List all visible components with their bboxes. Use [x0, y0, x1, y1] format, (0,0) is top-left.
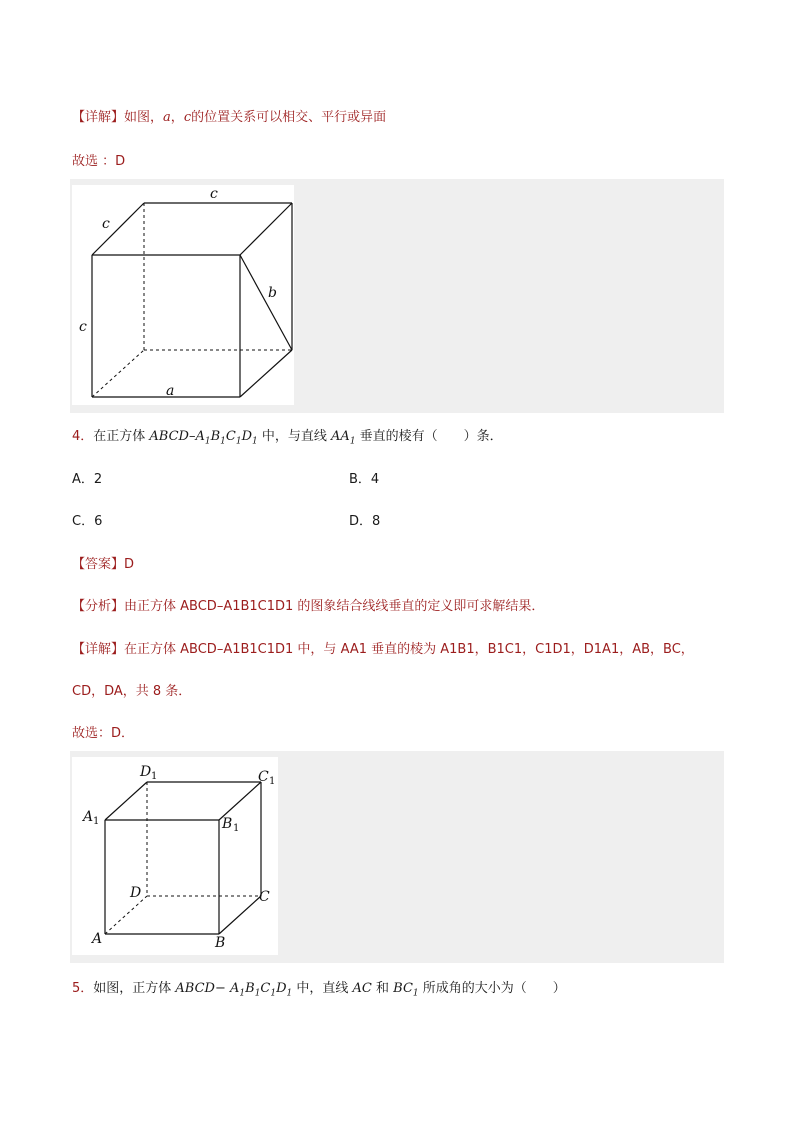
label-a: a [166, 383, 175, 399]
option-d: D．8 [349, 514, 381, 529]
label-c-left: c [79, 319, 87, 335]
detail-line-4a: 【详解】在正方体 ABCD–A1B1C1D1 中，与 AA1 垂直的棱为 A1B1，B1C1，C1D1，D1A1，AB，BC， [72, 642, 694, 657]
detail-tag: 【详解】 [72, 110, 125, 125]
option-b: B．4 [349, 472, 380, 487]
svg-text:1: 1 [269, 776, 276, 787]
svg-text:1: 1 [151, 771, 158, 782]
answer-line-4: 【答案】D [72, 557, 135, 572]
figure-cube-abcd [72, 757, 278, 955]
answer-line-1: 故选 ：D [72, 154, 126, 169]
question-4-stem: 4．在正方体 ABCD–$A_1B_1C_1D_1$ 中，与直线 $AA_1$ 垂直的棱有（ ）条． [72, 429, 503, 447]
svg-text:1: 1 [93, 816, 100, 827]
analysis-line-4: 【分析】由正方体 ABCD–A1B1C1D1 的图象结合线线垂直的定义即可求解结果． [72, 599, 545, 614]
label-c-top: c [210, 186, 218, 202]
label-c-diag: c [102, 216, 110, 232]
label-b1: B [222, 816, 233, 832]
label-d1: D [140, 764, 152, 780]
var-a: a [163, 110, 171, 125]
label-b: b [268, 285, 277, 301]
figure-panel-1 [70, 179, 724, 413]
label-d: D [130, 885, 142, 901]
detail-line-4b: CD，DA，共 8 条． [72, 684, 192, 699]
detail-line-1: 【详解】如图，a，c的位置关系可以相交、平行或异面 [72, 110, 387, 125]
label-a1: A [83, 809, 94, 825]
option-a: A．2 [72, 472, 103, 487]
label-b-vertex: B [215, 935, 226, 951]
figure-panel-2 [70, 751, 724, 963]
question-5-stem: 5．如图，正方体 ABCD− $A_1B_1C_1D_1$ 中，直线 AC 和 $BC_1$ 所成角的大小为（ ） [72, 981, 566, 999]
var-c: c [183, 110, 192, 125]
choose-line-4: 故选：D． [72, 726, 135, 741]
answer-tag: 【答案】 [72, 557, 125, 572]
option-c: C．6 [72, 514, 103, 529]
label-c1: C [258, 769, 269, 785]
figure-cube-abc [72, 185, 294, 405]
label-c: C [259, 889, 270, 905]
analysis-tag: 【分析】 [72, 599, 125, 614]
detail-tag-4: 【详解】 [72, 642, 125, 657]
label-a-vertex: A [92, 931, 103, 947]
svg-text:1: 1 [233, 823, 240, 834]
